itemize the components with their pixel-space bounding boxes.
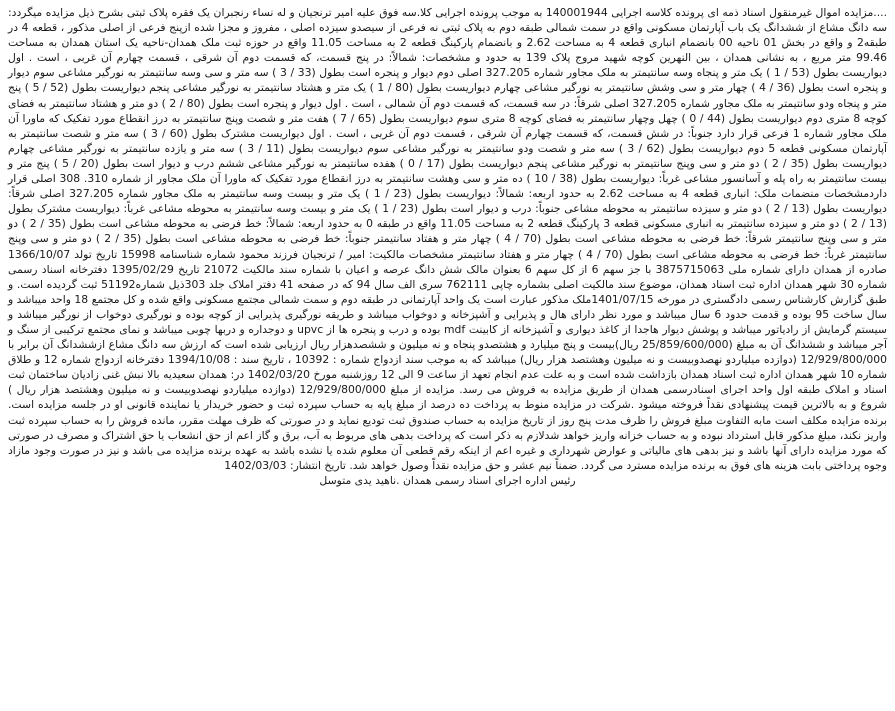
auction-notice-body: ....مزایده اموال غیرمنقول اسناد ذمه ای پرونده کلاسه اجرایی 140001944 به موجب پرونده اجرایی کلا.سه فوق علیه امیر ترنجیان و له نساء رنجبران یک فقره پلاک ثبتی بشرح ذیل مزایده میگردد: سه دانگ مشاع از ششدانگ یک باب آپارتمان مسکونی واقع در سمت شمالی طبقه دوم به پلاک ثبتی نه فرعی از سیصدو سیزده اصلی ، مفروز و مجزا شده ازپنج فرعی از اصلی مذکور ، قطعه 4 در طبقه2 و واقع در بخش 01 ناحیه 00 بانضمام انباری قطعه 4 به مساحت 2.62 و بانضمام پارکینگ قطعه 2 به مساحت 11.05 واقع در حوزه ثبت ملک همدان-ناحیه یک استان همدان به مساحت 99.46 متر مربع ، به نشانی همدان ، بین النهرین کوچه شهید مروج پلاک 139 به حدود و مشخصات: شمالاً: در پنج قسمت، که قسمت دوم آن شرقی ، قسمت چهارم آن غربی ، است . اول دیواریست بطول (53 / 1 ) یک متر و پنجاه وسه سانتیمتر به ملک مجاور شماره 327.205 اصلی دوم دیوار و پنجره است بطول (33 / 3 ) سه متر و سی وسه سانتیمتر به نورگیر مشاعی سوم دیوار و پنجره است بطول (36 / 4 ) چهار متر و سی وشش سانتیمتر به نورگیر مشاعی چهارم دیواریست بطول (80 / 1 ) یک متر و هشتاد سانتیمتر به نورگیر مشاعی پنجم دیواریست بطول (52 / 5 ) پنج متر و پنجاه ودو سانتیمتر به ملک مجاور شماره 327.205 اصلی شرقاً: در سه قسمت، که قسمت دوم آن شمالی ، است . اول دیوار و پنجره است بطول (80 / 2 ) دو متر و هشتاد سانتیمتر به فضای کوچه 8 متری دوم دیواریست بطول (44 / 0 ) چهل وچهار سانتیمتر به فضای کوچه 8 متری سوم دیواریست بطول (65 / 7 ) هفت متر و شصت وپنج سانتیمتر به درز انقطاع مورد تفکیک که ماورا آن ملک مجاور شماره 1 فرعی قرار دارد جنوباً: در شش قسمت، که قسمت چهارم آن شرقی ، قسمت دوم آن غربی ، است . اول دیواریست مشترک بطول (60 / 3 ) سه متر و شصت سانتیمتر به آپارتمان مسکونی قطعه 5 دوم دیواریست بطول (62 / 3 ) سه متر و شصت ودو سانتیمتر به نورگیر مشاعی سوم دیواریست بطول (11 / 3 ) سه متر و یازده سانتیمتر به نورگیر مشاعی چهارم دیواریست بطول (35 / 2 ) دو متر و سی وپنج سانتیمتر به نورگیر مشاعی پنجم دیواریست بطول (17 / 0 ) هفده سانتیمتر به نورگیر مشاعی ششم درب و دیوار است بطول (20 / 5 ) پنج متر و بیست سانتیمتر به راه پله و آسانسور مشاعی غرباً: دیواریست بطول (38 / 10 ) ده متر و سی وهشت سانتیمتر به درز انقطاع مورد تفکیک که ماورا آن ملک مجاور از شماره 310. 308 اصلی قرار داردمشخصات منضمات ملک: انباری قطعه 4 به مساحت 2.62 به حدود اربعه: شمالاً: دیواریست بطول (23 / 1 ) یک متر و بیست وسه سانتیمتر به ملک مجاور شماره 327.205 اصلی شرقاً: دیواریست بطول (13 / 2 ) دو متر و سیزده سانتیمتر به محوطه مشاعی جنوباً: درب و دیوار است بطول (23 / 1 ) یک متر و بیست وسه سانتیمتر به محوطه مشاعی غرباً: دیواریست مشترک بطول (13 / 2 ) دو متر و سیزده سانتیمتر به انباری مسکونی قطعه 3 پارکینگ قطعه 2 به مساحت 11.05 واقع در طبقه 0 به حدود اربعه: شمالاً: خط فرضی به محوطه مشاعی است بطول (35 / 2 ) دو متر و سی وپنج سانتیمتر شرقاً: خط فرضی به محوطه مشاعی است بطول (70 / 4 ) چهار متر و هفتاد سانتیمتر جنوباً: خط فرضی به محوطه مشاعی است بطول (35 / 2 ) دو متر و سی وپنج سانتیمتر غرباً: خط فرضی به محوطه مشاعی است بطول (70 / 4 ) چهار متر و هفتاد سانتیمتر مشخصات مالکیت: امیر / ترنجیان فرزند محمود شماره شناسنامه 15998 تاریخ تولد 1366/10/07 صادره از همدان دارای شماره ملی 3875715063 با جز سهم 6 از کل سهم 6 بعنوان مالک شش دانگ عرصه و اعیان با شماره سند مالکیت 21072 تاریخ 1395/02/29 دفترخانه اسناد رسمی شماره 30 شهر همدان اداره ثبت اسناد همدان، موضوع سند مالکیت اصلی بشماره چاپی 762111 سری الف سال 94 که در صفحه 41 دفتر املاک جلد 303ذیل شماره51192 ثبت گردیده است. و طبق گزارش کارشناس رسمی دادگستری در مورخه 1401/07/15ملک مذکور عبارت است یک واحد آپارتمانی در طبقه دوم و سمت شمالی مجتمع مسکونی واقع شده و کل مجتمع 18 واحد میباشد و سال ساخت 95 بوده و قدمت حدود 6 سال میباشد و مورد نظر دارای هال و پذیرایی و آشپزخانه و دوخواب میباشد و طریقه نورگیری پذیرایی از کوچه بوده و نورگیری دوخواب از نورگیر میباشد و سیستم گرمایش از رادیاتور میباشد و پوشش دیوار هاجدا از کاغذ دیواری و آشپزخانه از کابینت mdf بوده و درب و پنجره ها از upvc و دوجداره و دربها چوبی میباشد و نمای مجتمع ترکیبی از سنگ و آجر میباشد و ششدانگ آن به مبلغ (25/859/600/000 ریال)بیست و پنج میلیارد و هشتصدو پنجاه و نه میلیون و ششصدهزار ریال ارزیابی شده است که ارزش سه دانگ مشاع ازششدانگ آن برابر با 12/929/800/000 (دوازده میلیاردو نهصدوبیست و نه میلیون وهشتصد هزار ریال) میباشد که به موجب سند ازدواج شماره : 10392 ، تاریخ سند : 1394/10/08 دفترخانه ازدواج شماره 12 و طلاق شماره 10 شهر همدان اداره ثبت اسناد همدان بازداشت شده است و به علت عدم انجام تعهد از ساعت 9 الی 12 روزشنبه مورخ 1402/03/20 در: همدان سعیدیه بالا نبش غنی زادیان ساختمان ثبت اسناد و املاک طبقه اول واحد اجرای اسنادرسمی همدان از طریق مزایده به فروش می رسد. مزایده از مبلغ 12/929/800/000 (دوازده میلیاردو نهصدوبیست و نه میلیون وهشتصد هزار ریال ) شروع و به بالاترین قیمت پیشنهادی نقداً فروخته میشود .شرکت در مزایده منوط به پرداخت ده درصد از مبلغ پایه به حساب سپرده ثبت و حضور خریدار یا نماینده قانونی او در جلسه مزایده است. برنده مزایده مکلف است مابه التفاوت مبلغ فروش را ظرف مدت پنج روز از تاریخ مزایده به حساب صندوق ثبت تودیع نماید و در صورتی که ظرف مهلت مقرر، مانده فروش را به حساب سپرده ثبت واریز نکند، مبلغ مذکور قابل استرداد نبوده و به حساب خزانه واریز خواهد شدلازم به ذکر است که پرداخت بدهی های مربوط به آب، برق و گاز اعم از حق انشعاب یا حق اشتراک و مصرف در صورتی که مورد مزایده دارای آنها باشد و نیز بدهی های مالیاتی و عوارض شهرداری و غیره اعم از اینکه رقم قطعی آن معلوم شده یا نشده باشد به عهده برنده مزایده می باشد و نیز در صورت وجود مازاد وجوه پرداختی بابت هزینه های فوق به برنده مزایده مسترد می گردد. ضمناً نیم عشر و حق مزایده نقداً وصول خواهد شد. تاریخ انتشار: 1402/03/03 xyxy=(8,6,888,472)
signature-line: رئیس اداره اجرای اسناد رسمی همدان .ناهید یدی متوسل xyxy=(319,473,576,487)
